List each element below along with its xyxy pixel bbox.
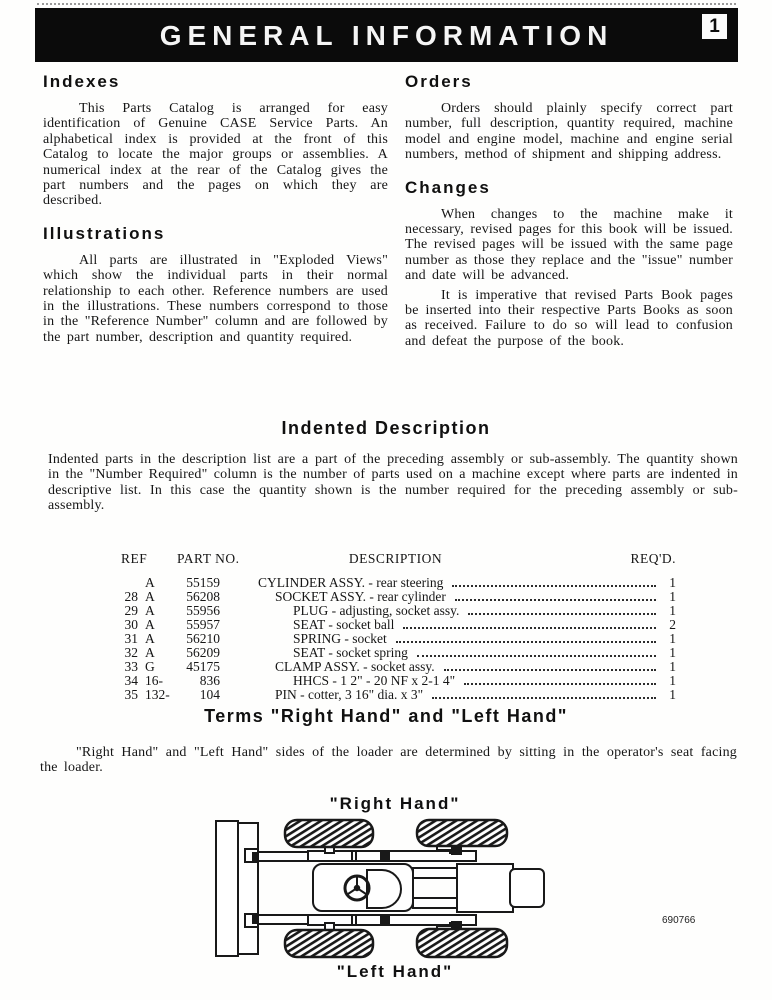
ref-cell: 31 — [124, 631, 138, 646]
dot-leader — [452, 585, 656, 587]
qty-cell: 1 — [669, 589, 676, 604]
qty-cell: 1 — [669, 687, 676, 702]
dot-leader — [455, 599, 656, 601]
description-cell: PIN - cotter, 3 16" dia. x 3" — [275, 687, 424, 702]
heading-orders: Orders — [405, 72, 473, 91]
col-header-description: DESCRIPTION — [348, 551, 443, 566]
ref-cell: 29 — [124, 603, 138, 618]
description-cell: SEAT - socket spring — [293, 645, 408, 660]
parts-table-header — [115, 551, 676, 565]
heading-terms: Terms "Right Hand" and "Left Hand" — [204, 706, 568, 726]
right-column — [405, 72, 733, 353]
blade-inner — [238, 823, 258, 954]
tire-rear-right — [417, 820, 507, 846]
blade-outer — [216, 821, 238, 956]
part-prefix-cell: 16- — [145, 673, 163, 688]
table-row — [115, 590, 676, 604]
part-prefix-cell: A — [145, 575, 155, 590]
header-bar — [35, 8, 738, 62]
part-number-cell: 104 — [199, 687, 220, 702]
indented-description-paragraph: Indented parts in the description list are a part of the preceding assembly or sub-assembly. The quantity shown in the "Number Required" column is the number of parts used on a machine except where parts are indented in descriptive list. In this case the quantity shown is the number required for the preceding assembly or sub-assembly. — [48, 452, 738, 514]
dot-leader — [396, 641, 656, 643]
qty-cell: 1 — [669, 575, 676, 590]
part-prefix-cell: A — [145, 631, 155, 646]
tire-front-right — [285, 820, 373, 847]
figure-number: 690766 — [662, 915, 696, 926]
dot-leader — [403, 627, 656, 629]
changes-paragraph-2: It is imperative that revised Parts Book pages be inserted into their respective Parts Books as soon as received. Failure to do so will lead to confusion and defeat the purpose of the book. — [405, 287, 733, 349]
right-hand-label: "Right Hand" — [329, 794, 461, 813]
qty-cell: 1 — [669, 645, 676, 660]
qty-cell: 1 — [669, 673, 676, 688]
description-cell: SEAT - socket ball — [293, 617, 395, 632]
description-cell: PLUG - adjusting, socket assy. — [293, 603, 460, 618]
table-row — [115, 674, 676, 688]
dot-leader — [468, 613, 656, 615]
heading-indented-description: Indented Description — [281, 418, 491, 438]
dot-leader — [432, 697, 656, 699]
ref-cell: 28 — [124, 589, 138, 604]
tire-rear-left — [417, 929, 507, 957]
left-column — [43, 72, 388, 349]
parts-table — [115, 551, 676, 702]
ref-cell: 34 — [124, 673, 138, 688]
part-number-cell: 55957 — [186, 617, 220, 632]
table-row — [115, 604, 676, 618]
description-cell: HHCS - 1 2" - 20 NF x 2-1 4" — [293, 673, 456, 688]
description-cell: CLAMP ASSY. - socket assy. — [275, 659, 435, 674]
part-prefix-cell: 132- — [145, 687, 170, 702]
table-row — [115, 660, 676, 674]
heading-changes: Changes — [405, 177, 491, 197]
qty-cell: 1 — [669, 659, 676, 674]
heading-illustrations: Illustrations — [43, 223, 166, 243]
ref-cell: 35 — [124, 687, 138, 702]
loader-top-view-diagram — [205, 814, 550, 964]
dot-leader — [444, 669, 656, 671]
col-header-reqd: REQ'D. — [630, 551, 676, 566]
table-row — [115, 618, 676, 632]
orders-paragraph: Orders should plainly specify correct part number, full description, quantity required, machine model and engine model, machine and engine serial numbers, method of shipment and shipping address. — [405, 101, 733, 163]
indexes-paragraph: This Parts Catalog is arranged for easy identification of Genuine CASE Service Parts. An alphabetical index is provided at the front of this Catalog to locate the major groups or assemblies. A numerical index at the rear of the Catalog gives the part numbers and the pages on which they are described. — [43, 101, 388, 209]
part-number-cell: 56210 — [186, 631, 220, 646]
part-prefix-cell: A — [145, 645, 155, 660]
description-cell: CYLINDER ASSY. - rear steering — [258, 575, 444, 590]
part-number-cell: 55956 — [186, 603, 220, 618]
left-hand-label: "Left Hand" — [336, 962, 454, 981]
page-title: GENERAL INFORMATION — [159, 20, 614, 51]
part-number-cell: 45175 — [186, 659, 220, 674]
dot-leader — [417, 655, 656, 657]
table-row — [115, 632, 676, 646]
heading-indexes: Indexes — [43, 72, 121, 91]
part-number-cell: 55159 — [186, 575, 220, 590]
terms-paragraph: "Right Hand" and "Left Hand" sides of the loader are determined by sitting in the operator's seat facing the loader. — [40, 745, 737, 776]
changes-paragraph-1: When changes to the machine make it necessary, revised pages for this book will be issued. The revised pages will be issued with the same page number as those they replace and the "issue" number and date will be advanced. — [405, 206, 733, 284]
tire-front-left — [285, 930, 373, 957]
dot-leader — [464, 683, 656, 685]
page-number-badge: 1 — [702, 14, 727, 39]
qty-cell: 2 — [669, 617, 676, 632]
col-header-part-no: PART NO. — [177, 551, 240, 566]
illustrations-paragraph: All parts are illustrated in "Exploded Views" which show the individual parts in their normal relationship to each other. Reference numbers are used in the illustrations. These numbers correspond to those in the "Reference Number" column and are followed by the part number, description and quantity required. — [43, 252, 388, 345]
ref-cell: 33 — [124, 659, 138, 674]
seat — [367, 870, 401, 908]
part-number-cell: 836 — [199, 673, 220, 688]
description-cell: SOCKET ASSY. - rear cylinder — [275, 589, 446, 604]
ref-cell: 30 — [124, 617, 138, 632]
part-prefix-cell: G — [145, 659, 155, 674]
table-row — [115, 646, 676, 660]
ref-cell: 32 — [124, 645, 138, 660]
table-row — [115, 688, 676, 702]
col-header-ref: REF — [121, 551, 148, 566]
part-prefix-cell: A — [145, 603, 155, 618]
description-cell: SPRING - socket — [293, 631, 387, 646]
part-number-cell: 56208 — [186, 589, 220, 604]
part-number-cell: 56209 — [186, 645, 220, 660]
qty-cell: 1 — [669, 603, 676, 618]
qty-cell: 1 — [669, 631, 676, 646]
part-prefix-cell: A — [145, 589, 155, 604]
part-prefix-cell: A — [145, 617, 155, 632]
table-row — [115, 576, 676, 590]
engine-block — [457, 864, 513, 912]
